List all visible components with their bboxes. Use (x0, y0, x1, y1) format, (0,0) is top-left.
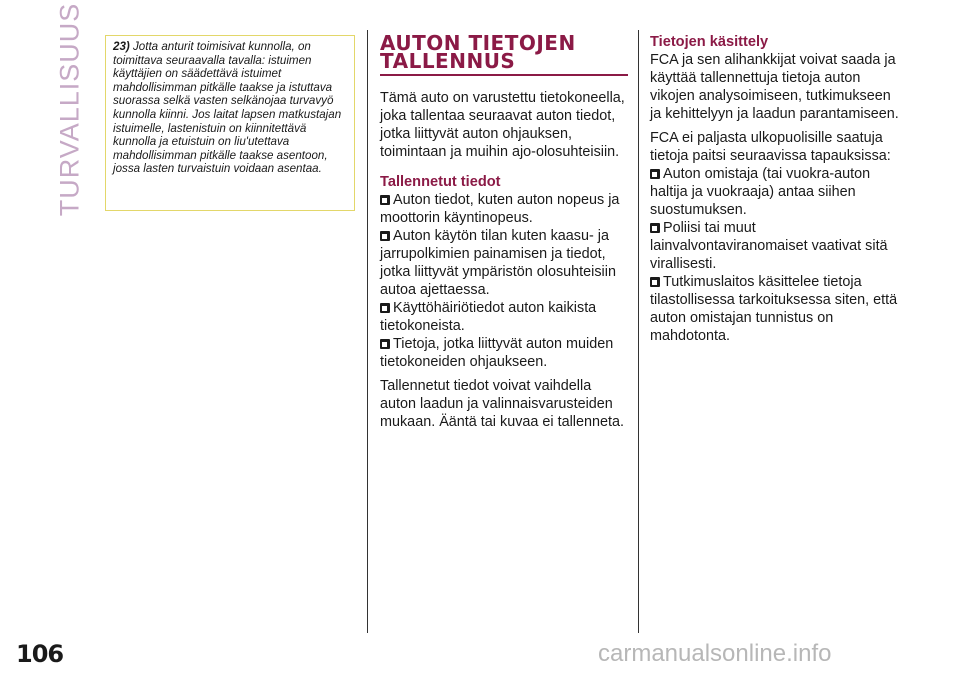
bullet-icon (380, 303, 390, 313)
handling-paragraph: FCA ei paljasta ulkopuolisille saatuja tietoja paitsi seuraavissa tapauksissa: (650, 130, 891, 164)
list-item-text: Auton omistaja (tai vuokra-auton haltija ja vuokraaja) antaa siihen suostumuksen. (650, 166, 871, 218)
list-item (650, 219, 900, 273)
bullet-icon (650, 169, 660, 179)
list-item (380, 335, 628, 371)
data-handling-column (650, 34, 900, 345)
section-side-title (52, 2, 88, 216)
note-text: Jotta anturit toimisivat kunnolla, on toimittava seuraavalla tavalla: istuimen käyttäjien on säädettävä istuimet mahdollisimman pitkälle taakse ja istuttava suorassa selkä vasten selkänojaa turvavyö kunnolla kiinni. Jos laitat lapsen matkustajan istuimelle, lastenistuin on kiinnitettävä kunnolla ja etuistuin on liu'utettava mahdollisimman pitkälle taakse asentoon, jossa lasten turvaistuin voidaan asentaa. (113, 40, 342, 176)
note-number: 23) (113, 40, 130, 53)
column-divider (638, 30, 639, 633)
bullet-icon (380, 231, 390, 241)
list-item-text: Tietoja, jotka liittyvät auton muiden tietokoneiden ohjaukseen. (380, 336, 614, 370)
list-item-text: Tutkimuslaitos käsittelee tietoja tilastollisessa tarkoituksessa siten, että auton omistajan tunnistus on mahdotonta. (650, 274, 898, 344)
note-box (105, 35, 355, 211)
stored-data-heading: Tallennetut tiedot (380, 174, 501, 190)
bullet-icon (650, 277, 660, 287)
list-item (380, 299, 628, 335)
data-recording-column (380, 31, 628, 431)
list-item-text: Auton tiedot, kuten auton nopeus ja moottorin käyntinopeus. (380, 192, 620, 226)
list-item (380, 227, 628, 299)
list-item (650, 273, 900, 345)
intro-paragraph: Tämä auto on varustettu tietokoneella, joka tallentaa seuraavat auton tiedot, jotka liittyvät auton ohjauksen, toimintaan ja muihin ajo-olosuhteisiin. (380, 90, 625, 160)
list-item (650, 165, 900, 219)
list-item-text: Käyttöhäiriötiedot auton kaikista tietokoneista. (380, 300, 597, 334)
bullet-icon (380, 195, 390, 205)
list-item-text: Poliisi tai muut lainvalvontaviranomaiset vaativat sitä virallisesti. (650, 220, 888, 272)
stored-data-note: Tallennetut tiedot voivat vaihdella auton laadun ja valinnaisvarusteiden mukaan. Ääntä tai kuvaa ei tallenneta. (380, 378, 625, 430)
list-item (380, 191, 628, 227)
bullet-icon (380, 339, 390, 349)
handling-paragraph: FCA ja sen alihankkijat voivat saada ja käyttää tallennettuja tietoja auton vikojen analysoimiseen, tutkimukseen ja kehittelyyn ja laadun parantamiseen. (650, 52, 899, 122)
watermark: carmanualsonline.info (598, 640, 832, 667)
side-title-text: TURVALLISUUS (54, 2, 85, 216)
section-heading: AUTON TIETOJEN TALLENNUS (380, 34, 628, 76)
page-number: 106 (16, 640, 64, 668)
data-handling-heading: Tietojen käsittely (650, 34, 769, 50)
column-divider (367, 30, 368, 633)
list-item-text: Auton käytön tilan kuten kaasu- ja jarrupolkimien painamisen ja tiedot, jotka liittyvät ympäristön olosuhteisiin autoa ajettaessa. (380, 228, 616, 298)
bullet-icon (650, 223, 660, 233)
